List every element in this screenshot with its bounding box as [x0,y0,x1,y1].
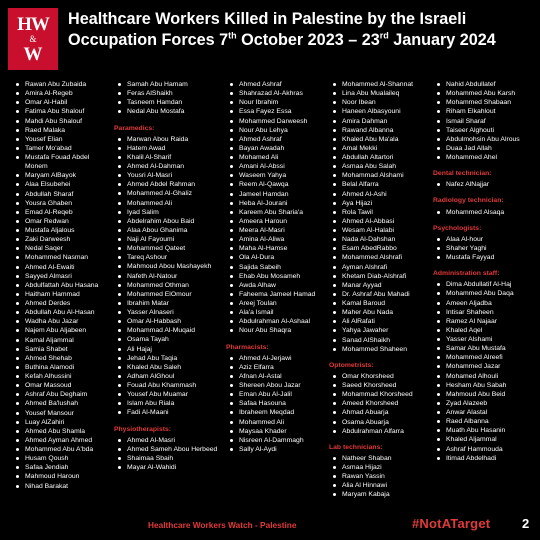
list-item: Areej Toulan [226,299,328,308]
list-item: Itimad Abdelhadi [433,454,537,463]
list-item: Mahmoud Abu Beid [433,390,537,399]
list-item: Amira Dahman [329,117,429,126]
section-heading: Physiotherapists: [114,425,172,433]
names-columns [8,80,534,510]
list-item: Lina Abu Mualaileq [329,89,429,98]
list-item: Ashraf Abu Deghaim [12,390,110,399]
list-item: Abdulmohsin Abu Alrous [433,135,537,144]
list-item: Omar Massoud [12,381,110,390]
list-item: Ahmed Shehab [12,354,110,363]
list-item: Natheer Shaban [329,454,429,463]
list-item: Kefah Alhussini [12,372,110,381]
list-item: Hatem Awad [114,144,218,153]
list-item: Aya Hijazi [329,199,429,208]
list-item: Ahmed Ba'lushah [12,399,110,408]
list-item: Rawan Abu Zubaida [12,80,110,89]
name-list [329,372,429,436]
list-item: Iyad Salim [114,208,218,217]
list-item: Maryam Kabaja [329,490,429,499]
list-item: Yousef Elian [12,135,110,144]
list-item: Ramez Al Najaar [433,317,537,326]
list-item: Fadi Al-Maani [114,408,218,417]
name-list [114,80,218,117]
list-item: Mayar Al-Wahidi [114,463,218,472]
list-item: Yasser Alnaseri [114,308,218,317]
list-item: Mustafa Fayyad [433,253,537,262]
list-item: Ibraheem Meqdad [226,408,328,417]
list-item: Mohammed Abu Karsh [433,89,537,98]
list-item: Sanad AlShaikh [329,336,429,345]
list-item: Yousra Ghaben [12,199,110,208]
list-item: Rawan Yassin [329,472,429,481]
names-column-2 [114,80,218,472]
list-item: Amal Mekki [329,144,429,153]
list-item: Faheema Jameel Hamad [226,290,328,299]
list-item: Shaher Yaghi [433,244,537,253]
list-item: Maher Abu Nada [329,308,429,317]
list-item: Nahid Abdullatef [433,80,537,89]
title-sup-rd: rd [379,30,389,41]
list-item: Yasser Alshami [433,335,537,344]
page-number: 2 [522,516,530,531]
list-item: Maysaa Khader [226,427,328,436]
list-item: Mohammed Shaheen [329,345,429,354]
list-item: Hesham Abu Sabah [433,381,537,390]
list-item: Muath Abu Hasanin [433,426,537,435]
name-list [12,80,110,491]
footer-source: Healthcare Workers Watch - Palestine [148,520,297,530]
list-item: Omar Redwan [12,217,110,226]
list-item: Ahmed Abdel Rahman [114,180,218,189]
list-item: Mustafa Aljalous [12,226,110,235]
section-heading: Pharmacists: [226,343,269,351]
list-item: Abdelrahim Abou Baid [114,217,218,226]
list-item: Raed Malaka [12,126,110,135]
title-line-2-a: Occupation Forces 7 [68,31,229,49]
list-item: Fouad Abu Khammash [114,381,218,390]
list-item: Mohammad Alshami [329,171,429,180]
section-heading: Dental technician: [433,170,492,178]
list-item: Khaled Aljammal [433,435,537,444]
list-item: Jameel Hamdan [226,190,328,199]
list-item: Taiseer Alghouti [433,126,537,135]
list-item: Wesam Al-Halabi [329,226,429,235]
list-item: Ameed Khorsheed [329,399,429,408]
list-item: Anwar Alastal [433,408,537,417]
list-item: Nada Al-Dahshan [329,235,429,244]
list-item: Ahmed Ashraf [226,135,328,144]
list-item: Najem Abu Aljabeen [12,326,110,335]
name-list [329,80,429,354]
list-item: Nedal Saqer [12,244,110,253]
list-item: Omar Al-Habil [12,98,110,107]
list-item: Asmaa Abu Salah [329,162,429,171]
list-item: Ahmed Al-Abbasi [329,217,429,226]
list-item: Khalil Al-Sharif [114,153,218,162]
list-item: Mohammad Khorsheed [329,390,429,399]
list-item: Noor Ibean [329,98,429,107]
list-item: Naji Al Fayoumi [114,235,218,244]
logo-text-amp: & [29,33,37,44]
list-item: Rawand Albanna [329,126,429,135]
list-item: Mohammed Alreefi [433,353,537,362]
name-list [433,180,537,189]
list-item: Mohammed Ali [114,199,218,208]
list-item: Ali Hajaj [114,345,218,354]
list-item: Amina Al-Aliwa [226,235,328,244]
list-item: Safaa Jendiah [12,463,110,472]
list-item: Khaled Abu Ma'ala [329,135,429,144]
list-item: Intisar Shaheen [433,308,537,317]
list-item: Alaa Al-hour [433,235,537,244]
list-item: Mohammed Al-Shannat [329,80,429,89]
list-item: Ameen Aljadba [433,299,537,308]
list-item: Bayan Awadah [226,144,328,153]
list-item: Esam AbedRabbo [329,244,429,253]
section-heading: Lab technicians: [329,443,383,451]
name-list [433,208,537,217]
hww-logo [8,8,58,70]
page-title [68,9,536,51]
section-heading: Optometrists: [329,361,374,369]
list-item: Kamal Aljammal [12,336,110,345]
list-item: Omar Al-Habbash [114,317,218,326]
section-heading: Administration staff: [433,270,500,278]
section-heading: Paramedics: [114,124,155,132]
list-item: Haitham Hammad [12,290,110,299]
list-item: Maha Al-Hamse [226,244,328,253]
list-item: Mahdi Abu Shalouf [12,117,110,126]
names-column-3 [226,80,328,454]
list-item: Abdulrahman Alfarra [329,427,429,436]
list-item: Nour Ibrahim [226,98,328,107]
list-item: Emad Al-Reqeb [12,208,110,217]
name-list [226,80,328,336]
list-item: Samia Shabet [12,345,110,354]
list-item: Mohamed Ali [226,153,328,162]
list-item: Ahmed Abu Shamla [12,427,110,436]
list-item: Mohammed Abu A'bda [12,445,110,454]
list-item: Awda Alhaw [226,281,328,290]
list-item: Haneen Albasyouni [329,107,429,116]
list-item: Waseem Yahya [226,171,328,180]
list-item: Fatima Abu Shalouf [12,107,110,116]
list-item: Kareem Abu Sharia'a [226,208,328,217]
list-item: Buthina Alamodi [12,363,110,372]
title-line-2-b: October 2023 – 23 [236,31,380,49]
list-item: Yousef Mansour [12,409,110,418]
list-item: Riham Elkahlout [433,107,537,116]
list-item: Mohamed Alhouli [433,372,537,381]
name-list [433,80,537,162]
list-item: Zaki Darweesh [12,235,110,244]
list-item: Amani Al-Abssi [226,162,328,171]
list-item: Mohammed Ali [226,418,328,427]
list-item: Essa Fayez Essa [226,107,328,116]
list-item: Mohammed Qateet [114,244,218,253]
list-item: Osama Abuarja [329,418,429,427]
list-item: Ahmad Abuarja [329,408,429,417]
list-item: Ameera Haroun [226,217,328,226]
list-item: Sayyed Almasri [12,272,110,281]
list-item: Amira Al-Regeb [12,89,110,98]
names-column-4 [329,80,429,500]
list-item: Nisreen Al-Dammagh [226,436,328,445]
list-item: Nour Abu Shaqra [226,326,328,335]
logo-text-bottom: W [23,43,43,65]
list-item: Belal Alfarra [329,180,429,189]
names-column-1 [12,80,110,491]
list-item: Sajida Sabeih [226,263,328,272]
names-column-5 [433,80,537,463]
list-item: Ahmed Ayman Ahmed [12,436,110,445]
list-item: Yousef Abu Muamar [114,390,218,399]
list-item: Mohammed Al-Ghaliz [114,189,218,198]
list-item: Mohammed Shabaan [433,98,537,107]
list-item: Khaled Abu Saleh [114,363,218,372]
list-item: Mohammed ElOmour [114,290,218,299]
section-heading: Radiology technician: [433,197,504,205]
list-item: Mohammed Alshrafi [329,253,429,262]
list-item: Asmaa Hijazi [329,463,429,472]
list-item: Feras AlShaikh [114,89,218,98]
list-item: Mohammed Darweesh [226,117,328,126]
list-item: Ehab Abu Mosameh [226,272,328,281]
list-item: Ibrahim Matar [114,299,218,308]
list-item: Abdullah Altartori [329,153,429,162]
list-item: Mohammed Abu Daqa [433,289,537,298]
list-item: Alaa Abou Ghanima [114,226,218,235]
list-item: Ahmed Al-Ewaiti [12,263,110,272]
list-item: Mahmoud Haroun [12,472,110,481]
list-item: Rola Tawil [329,208,429,217]
list-item: Kamal Baroud [329,299,429,308]
title-line-1: Healthcare Workers Killed in Palestine by the Israeli [68,10,467,28]
list-item: Yousri Al-Masri [114,171,218,180]
list-item: Abdullah Sharaf [12,190,110,199]
list-item: Khetam Diab-Alshrafi [329,272,429,281]
list-item: Reem Al-Qawqa [226,180,328,189]
list-item: Alaa Elsubehei [12,180,110,189]
title-sup-th: th [228,30,237,41]
title-line-2 [68,30,536,51]
list-item: Nour Abu Lehya [226,126,328,135]
list-item: Mohammad Al-Muqaid [114,326,218,335]
list-item: Shahrazad Al-Akhras [226,89,328,98]
list-item: Ahmed Ashraf [226,80,328,89]
list-item: Dr. Ashraf Abu Mahadi [329,290,429,299]
list-item: Dima Abdullatif Al-Haj [433,280,537,289]
list-item: Mohammed Othman [114,281,218,290]
footer-hashtag: #NotATarget [412,516,491,531]
list-item: Yahya Jawaher [329,326,429,335]
list-item: Adham AlGhoul [114,372,218,381]
list-item: Afnan Al-Astal [226,372,328,381]
list-item: Nedal Abu Mostafa [114,107,218,116]
list-item: Osama Tayah [114,335,218,344]
list-item: Mahmoud Abou Mashayekh [114,262,218,271]
list-item: Ahmed Al-Masri [114,436,218,445]
list-item: Heba Al-Jourani [226,199,328,208]
list-item: Tasneem Hamdan [114,98,218,107]
name-list [226,354,328,454]
list-item: Omar Khorsheed [329,372,429,381]
list-item: Nihad Barakat [12,482,110,491]
list-item: Ahmed Al-Jerjawi [226,354,328,363]
list-item: Nafez AlNajjar [433,180,537,189]
list-item: Eman Abu Al-Jalil [226,390,328,399]
list-item: Ala'a Ismail [226,308,328,317]
list-item: Marwan Abou Raida [114,135,218,144]
list-item: Ahmed Derdes [12,299,110,308]
list-item: Meera Al-Masri [226,226,328,235]
list-item: Husam Qoush [12,454,110,463]
list-item: Aziz Elfarra [226,363,328,372]
list-item: Jehad Abu Taqia [114,354,218,363]
list-item: Shaimaa Sbaih [114,454,218,463]
name-list [433,280,537,463]
list-item: Maryam AlBayok [12,171,110,180]
list-item: Sally Al-Aydi [226,445,328,454]
list-item: Ismail Sharaf [433,117,537,126]
list-item: Mohammed Jazar [433,362,537,371]
list-item: Manar Ayyad [329,281,429,290]
list-item: Samar Abu Mustafa [433,344,537,353]
list-item: Mustafa Fouad Abdel Monem [12,153,110,171]
list-item: Ali AlRafati [329,317,429,326]
list-item: Safaa Hasouna [226,399,328,408]
list-item: Alia Al Hinnawi [329,481,429,490]
list-item: Islam Abu Riala [114,399,218,408]
name-list [329,454,429,500]
list-item: Abdulrahman Al-Ashaal [226,317,328,326]
list-item: Ashraf Hammouda [433,445,537,454]
list-item: Samah Abu Hamam [114,80,218,89]
name-list [433,235,537,262]
list-item: Tamer Mo'abad [12,144,110,153]
section-heading: Psychologists: [433,224,482,232]
list-item: Shereen Abou Jazar [226,381,328,390]
name-list [114,436,218,473]
list-item: Mohammed Ahel [433,153,537,162]
list-item: Tareq Ashour [114,253,218,262]
name-list [114,135,218,418]
list-item: Luay AlZahiri [12,418,110,427]
list-item: Ayman Alshrafi [329,263,429,272]
list-item: Mohammed Alsaqa [433,208,537,217]
list-item: Ola Al-Dura [226,253,328,262]
list-item: Abdulfattah Abu Hasana [12,281,110,290]
list-item: Abdullah Abu Al-Hasan [12,308,110,317]
list-item: Ahmed Sameh Abou Herbeed [114,445,218,454]
list-item: Khaled Aqel [433,326,537,335]
list-item: Raed Albanna [433,417,537,426]
list-item: Zyad Alazeeb [433,399,537,408]
list-item: Ahmed Al-Dahman [114,162,218,171]
list-item: Wadha Abu Jazar [12,317,110,326]
list-item: Mohammed Nasman [12,253,110,262]
list-item: Duaa Jad Allah [433,144,537,153]
list-item: Ahmed Al-Ashi [329,190,429,199]
list-item: Saeed Khorsheed [329,381,429,390]
list-item: Nafeth Al-Natour [114,272,218,281]
logo-text-top: HW [17,13,49,35]
title-line-2-c: January 2024 [388,31,496,49]
